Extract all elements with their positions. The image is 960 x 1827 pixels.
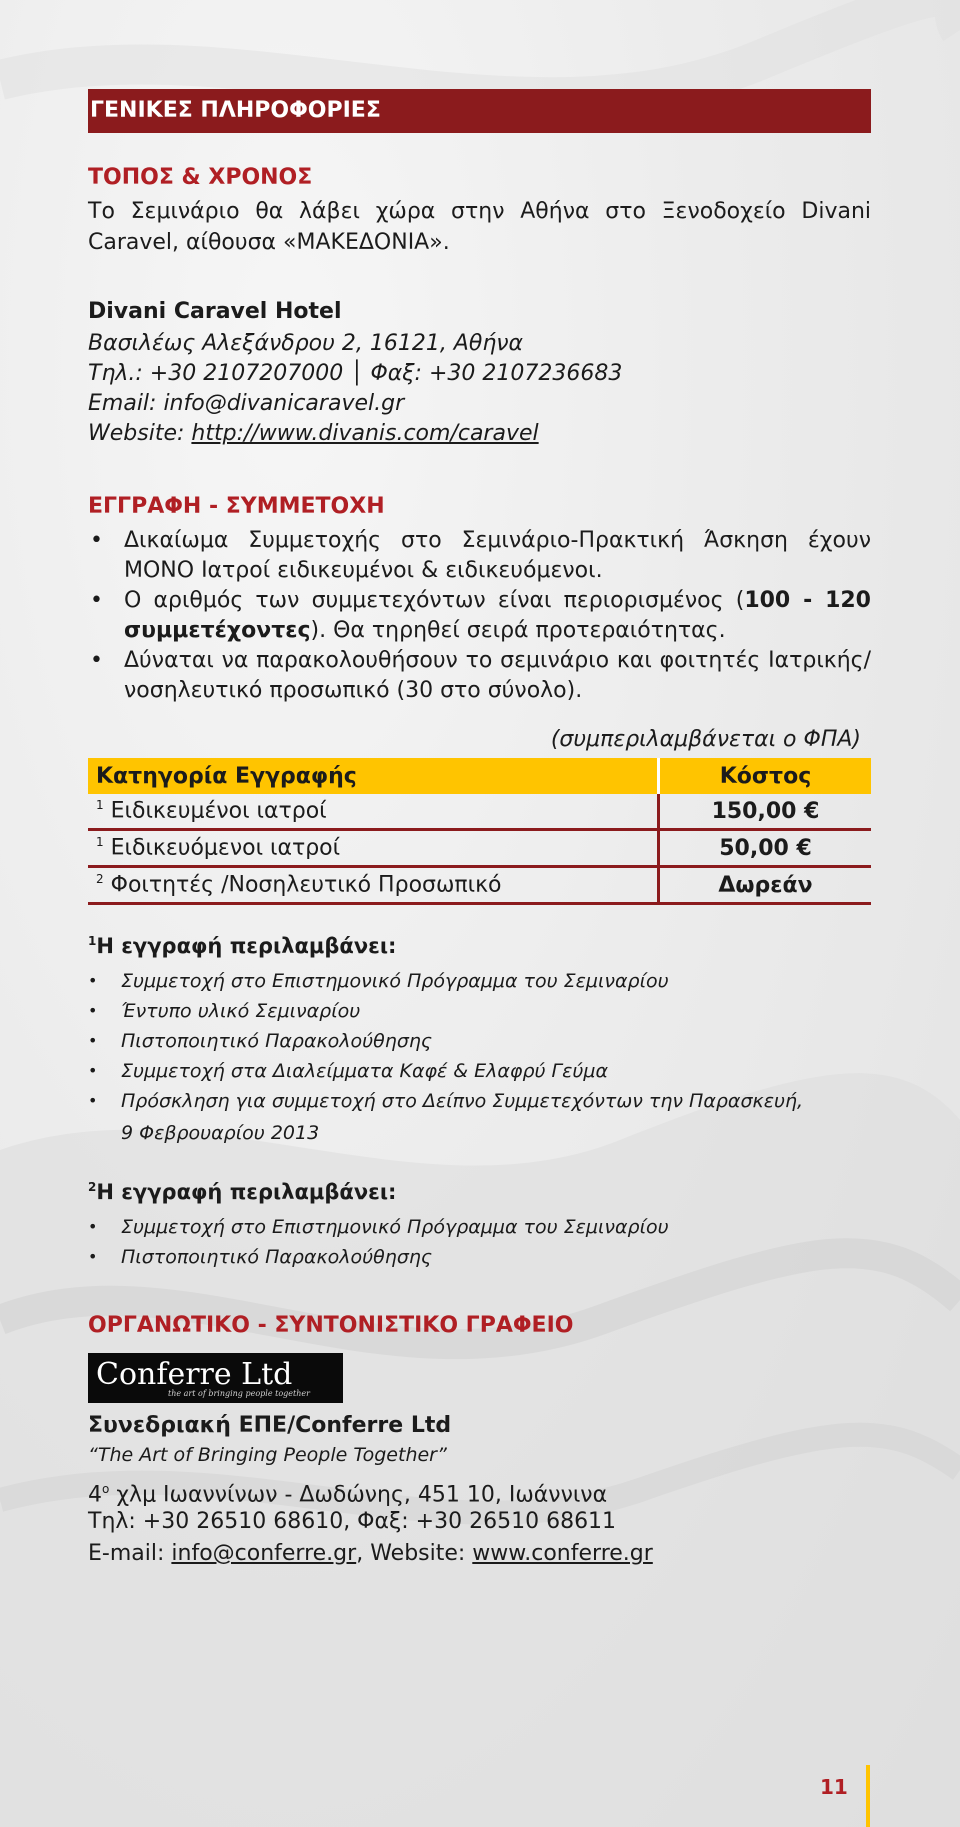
table-cell-category [88,867,659,904]
list-item [88,1242,871,1272]
bullet-icon: • [88,1001,98,1020]
hotel-website-link[interactable]: http://www.divanis.com/caravel [191,421,539,446]
includes2-heading-text: Η εγγραφή περιλαμβάνει: [96,1180,397,1204]
list-item-text: Συμμετοχή στο Επιστημονικό Πρόγραμμα του Σεμιναρίου [121,1216,669,1238]
organizer-phone-fax: Τηλ: +30 26510 68610, Φαξ: +30 26510 68611 [88,1509,617,1534]
page-number-bar [866,1765,870,1827]
hotel-fax: Φαξ: +30 2107236683 [370,361,623,386]
organizer-contact-line [88,1538,871,1569]
website-label: , Website: [356,1541,473,1566]
hotel-email: Email: info@divanicaravel.gr [88,391,405,416]
list-item-continuation [88,1116,871,1148]
table-cell-cost: Δωρεάν [659,867,872,904]
list-item [88,1056,871,1086]
list-item [88,996,871,1026]
category-label: Ειδικευόμενοι ιατροί [110,835,341,861]
footnote-mark: 1 [88,934,97,948]
footnote-mark: 1 [96,798,104,813]
organizer-address [88,1474,871,1510]
bullet-icon: • [88,1091,98,1110]
address-superscript: ο [102,1482,110,1496]
organizer-email-link[interactable]: info@conferre.gr [171,1541,357,1566]
separator: │ [350,361,364,386]
organizer-company: Συνεδριακή ΕΠΕ/Conferre Ltd [88,1413,452,1438]
bullet-icon: • [90,588,103,613]
registration-list [88,526,871,706]
organizer-heading: ΟΡΓΑΝΩΤΙΚΟ - ΣΥΝΤΟΝΙΣΤΙΚΟ ΓΡΑΦΕΙΟ [88,1313,574,1338]
bullet-icon: • [88,1061,98,1080]
registration-bullet-text: ). Θα τηρηθεί σειρά προτεραιότητας. [310,618,726,643]
list-item-text: Έντυπο υλικό Σεμιναρίου [121,1000,361,1022]
table-cell-cost: 150,00 € [659,794,872,830]
table-row [88,794,871,830]
includes1-heading [88,934,871,958]
footnote-mark: 2 [88,1180,97,1194]
list-item-text: Πιστοποιητικό Παρακολούθησης [121,1030,433,1052]
list-item [88,1212,871,1242]
list-item [88,966,871,996]
footnote-mark: 2 [96,872,104,887]
registration-heading: ΕΓΓΡΑΦΗ - ΣΥΜΜΕΤΟΧΗ [88,494,385,519]
includes2-heading [88,1180,871,1204]
category-label: Φοιτητές /Νοσηλευτικό Προσωπικό [110,872,502,898]
organizer-website-link[interactable]: www.conferre.gr [472,1541,653,1566]
conferre-logo [88,1353,343,1403]
hotel-address: Βασιλέως Αλεξάνδρου 2, 16121, Αθήνα [88,331,524,356]
list-item [88,586,871,646]
hotel-phone: Τηλ.: +30 2107207000 [88,361,344,386]
table-header-row [88,758,871,794]
participants-limit: 100 - 120 συμμετέχοντες [124,588,871,643]
list-item-text: Συμμετοχή στα Διαλείμματα Καφέ & Ελαφρύ Γεύμα [121,1060,609,1082]
fees-table [88,758,871,905]
list-item [88,1086,871,1116]
list-item [88,526,871,586]
bullet-icon: • [90,648,103,673]
bullet-icon: • [90,528,103,553]
list-item-text: 9 Φεβρουαρίου 2013 [121,1122,320,1144]
bullet-icon: • [88,1247,98,1266]
organizer-motto: “The Art of Bringing People Together” [88,1444,447,1466]
table-row [88,830,871,867]
list-item [88,1026,871,1056]
footnote-mark: 1 [96,835,104,850]
section-banner: ΓΕΝΙΚΕΣ ΠΛΗΡΟΦΟΡΙΕΣ [88,89,871,133]
includes1-heading-text: Η εγγραφή περιλαμβάνει: [96,934,397,958]
email-label: E-mail: [88,1541,172,1566]
registration-bullet-text: Ο αριθμός των συμμετεχόντων είναι περιορισμένος ( [124,588,745,613]
list-item [88,646,871,706]
hotel-website-label: Website: [88,421,192,446]
column-header-cost: Κόστος [659,758,872,794]
table-row [88,867,871,904]
table-cell-category [88,794,659,830]
table-cell-category [88,830,659,867]
place-time-heading: ΤΟΠΟΣ & ΧΡΟΝΟΣ [88,165,313,190]
bullet-icon: • [88,971,98,990]
page-number: 11 [820,1775,848,1799]
category-label: Ειδικευμένοι ιατροί [110,798,327,824]
registration-bullet-text: Δικαίωμα Συμμετοχής στο Σεμινάριο-Πρακτική Άσκηση έχουν ΜΟΝΟ Ιατροί ειδικευμένοι & ειδικευόμενοι. [124,528,871,583]
bullet-icon: • [88,1217,98,1236]
list-item-text: Πιστοποιητικό Παρακολούθησης [121,1246,433,1268]
hotel-name: Divani Caravel Hotel [88,299,342,324]
hotel-contact [88,358,871,389]
includes2-list [88,1212,871,1272]
address-number: 4 [88,1482,102,1508]
bullet-icon: • [88,1031,98,1050]
column-header-category: Κατηγορία Εγγραφής [88,758,659,794]
includes1-list [88,966,871,1148]
hotel-website-line [88,418,871,449]
logo-text: Conferre Ltd [96,1357,293,1392]
address-text: χλμ Ιωαννίνων - Δωδώνης, 451 10, Ιωάννινα [109,1482,608,1508]
place-time-text: Το Σεμινάριο θα λάβει χώρα στην Αθήνα στο Ξενοδοχείο Divani Caravel, αίθουσα «ΜΑΚΕΔΟΝΙΑ». [88,199,871,255]
registration-bullet-text: Δύναται να παρακολουθήσουν το σεμινάριο και φοιτητές Ιατρικής/ νοσηλευτικό προσωπικό (30 στο σύνολο). [124,648,871,703]
logo-tagline: the art of bringing people together [168,1389,310,1398]
table-cell-cost: 50,00 € [659,830,872,867]
list-item-text: Συμμετοχή στο Επιστημονικό Πρόγραμμα του Σεμιναρίου [121,970,669,992]
list-item-text: Πρόσκληση για συμμετοχή στο Δείπνο Συμμετεχόντων την Παρασκευή, [121,1090,804,1112]
vat-note: (συμπεριλαμβάνεται ο ΦΠΑ) [550,727,861,752]
